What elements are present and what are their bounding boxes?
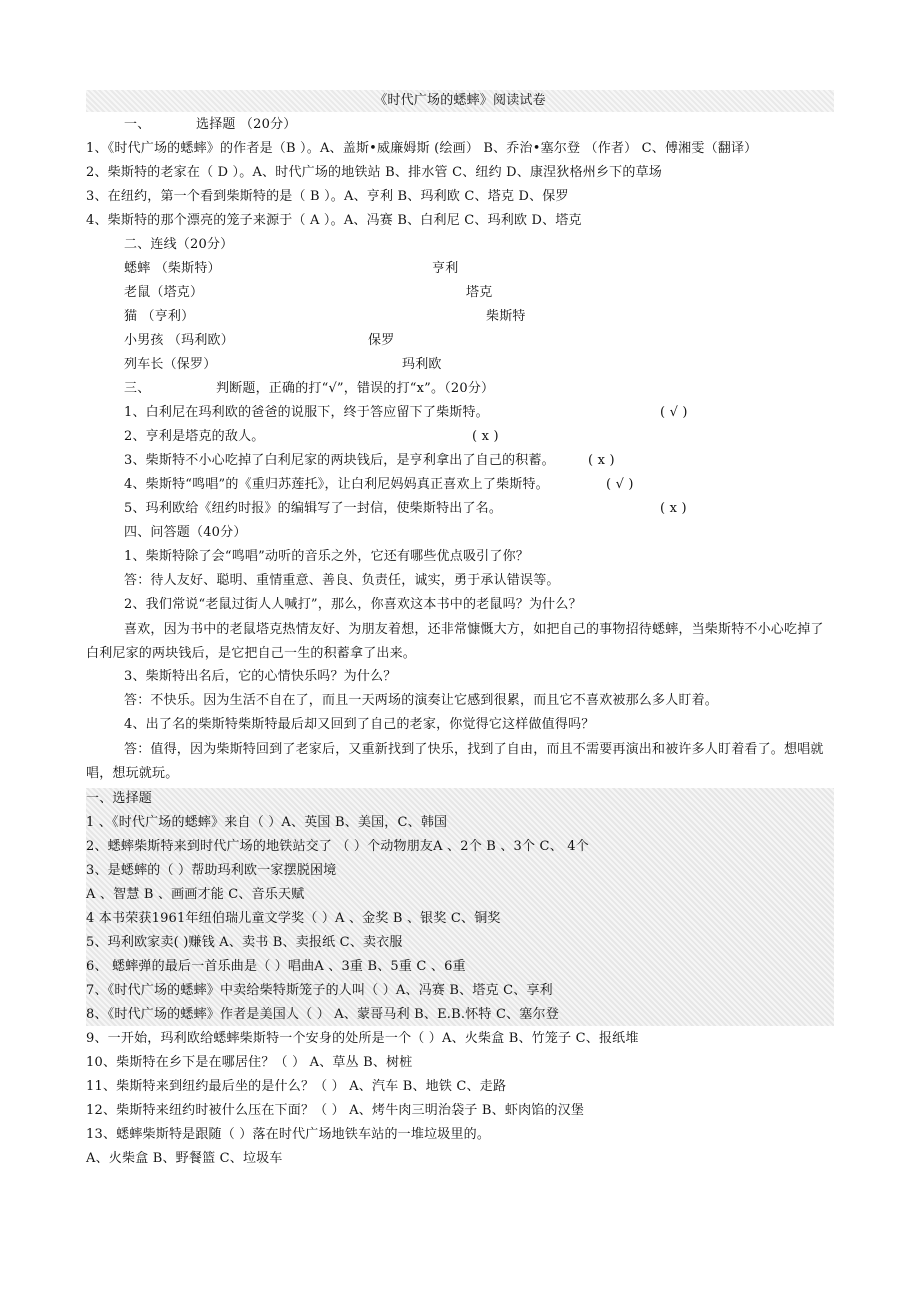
part1-question-2: 2、柴斯特的老家在（ D ）。A、时代广场的地铁站 B、排水管 C、纽约 D、康涅狄格州乡下的草场 — [86, 165, 662, 180]
part5-question-2: 2、蟋蟀柴斯特来到时代广场的地铁站交了 （ ）个动物朋友A 、2个 B 、3个 C、 4个 — [86, 839, 589, 854]
part5-question-7: 7、《时代广场的蟋蟀》中卖给柴特斯笼子的人叫（ ）A、冯赛 B、塔克 C、享利 — [86, 983, 553, 998]
match-right-2: 塔克 — [466, 285, 493, 300]
judge-item-5: 5、玛利欧给《纽约时报》的编辑写了一封信，使柴斯特出了名。 — [124, 501, 503, 516]
part5-question-6: 6、 蟋蟀弹的最后一首乐曲是（ ）唱曲A 、3重 B、5重 C 、6重 — [86, 959, 466, 974]
judge-mark-3: ( x ) — [588, 453, 615, 468]
judge-item-2: 2、亨利是塔克的敌人。 — [124, 429, 265, 444]
part5-question-12: 12、柴斯特来纽约时被什么压在下面？（ ） A、烤牛肉三明治袋子 B、虾肉馅的汉堡 — [86, 1103, 585, 1118]
match-right-1: 亨利 — [432, 261, 459, 276]
part5-question-10: 10、柴斯特在乡下是在哪居住？（ ） A、草丛 B、树桩 — [86, 1055, 413, 1070]
part5-question-13-options: A、火柴盒 B、野餐篮 C、垃圾车 — [86, 1151, 283, 1166]
judge-item-1: 1、白利尼在玛利欧的爸爸的说服下，终于答应留下了柴斯特。 — [124, 405, 489, 420]
match-left-1: 蟋蟀 （柴斯特） — [124, 261, 221, 276]
part2-heading: 二、连线（20分） — [124, 237, 234, 252]
part4-question-1: 1、柴斯特除了会“鸣唱”动听的音乐之外，它还有哪些优点吸引了你？ — [124, 549, 529, 564]
part5-question-9: 9、一开始，玛利欧给蟋蟀柴斯特一个安身的处所是一个（ ）A、火柴盒 B、竹笼子 C、报纸堆 — [86, 1031, 639, 1046]
part5-question-13: 13、蟋蟀柴斯特是跟随（ ）落在时代广场地铁车站的一堆垃圾里的。 — [86, 1127, 491, 1142]
part5-question-5: 5、玛利欧家卖( )赚钱 A、卖书 B、卖报纸 C、卖衣服 — [86, 935, 403, 950]
judge-item-4: 4、柴斯特“鸣唱”的《重归苏莲托》，让白利尼妈妈真正喜欢上了柴斯特。 — [124, 477, 549, 492]
part4-question-4: 4、出了名的柴斯特柴斯特最后却又回到了自己的老家，你觉得它这样做值得吗？ — [124, 717, 595, 732]
part4-question-2: 2、我们常说“老鼠过街人人喊打”，那么，你喜欢这本书中的老鼠吗？为什么？ — [124, 597, 582, 612]
part4-answer-4: 答：值得，因为柴斯特回到了老家后，又重新找到了快乐，找到了自由，而且不需要再演出和被许多人盯着看了。想唱就唱，想玩就玩。 — [86, 742, 824, 781]
match-left-3: 猫 （亨利） — [124, 309, 195, 324]
part4-answer-1: 答：待人友好、聪明、重情重意、善良、负责任，诚实，勇于承认错误等。 — [124, 573, 560, 588]
match-right-3: 柴斯特 — [486, 309, 526, 324]
document-title: 《时代广场的蟋蟀》阅读试卷 — [374, 93, 546, 108]
judge-mark-5: ( x ) — [660, 501, 687, 516]
judge-mark-4: ( √ ) — [606, 477, 634, 492]
part1-heading-number: 一、 — [124, 117, 151, 132]
match-left-4: 小男孩 （玛利欧） — [124, 333, 234, 348]
match-right-5: 玛利欧 — [402, 357, 442, 372]
match-right-4: 保罗 — [368, 333, 395, 348]
part1-question-4: 4、柴斯特的那个漂亮的笼子来源于（ A ）。A、冯赛 B、白利尼 C、玛利欧 D、塔克 — [86, 213, 582, 228]
part1-question-3: 3、在纽约，第一个看到柴斯特的是（ B ）。A、亨利 B、玛利欧 C、塔克 D、保罗 — [86, 189, 569, 204]
part5-heading: 一、选择题 — [86, 791, 153, 806]
part5-question-11: 11、柴斯特来到纽约最后坐的是什么？（ ） A、汽车 B、地铁 C、走路 — [86, 1079, 507, 1094]
judge-item-3: 3、柴斯特不小心吃掉了白利尼家的两块钱后，是亨利拿出了自己的积蓄。 — [124, 453, 555, 468]
part5-question-4: 4 本书荣获1961年纽伯瑞儿童文学奖（ ）A 、金奖 B 、银奖 C、铜奖 — [86, 911, 501, 926]
part5-question-1: 1 、《时代广场的蟋蟀》来自（ ）A、英国 B、美国，C、韩国 — [86, 815, 448, 830]
match-left-5: 列车长（保罗） — [124, 357, 217, 372]
judge-mark-1: ( √ ) — [660, 405, 688, 420]
part4-answer-2: 喜欢，因为书中的老鼠塔克热情友好、为朋友着想，还非常慷慨大方，如把自己的事物招待蟋蟀，当柴斯特不小心吃掉了白利尼家的两块钱后，是它把自己一生的积蓄拿了出来。 — [86, 622, 824, 661]
part3-heading-number: 三、 — [124, 381, 151, 396]
part1-heading: 选择题 （20分） — [196, 117, 297, 132]
judge-mark-2: ( x ) — [472, 429, 499, 444]
part1-question-1: 1、《时代广场的蟋蟀》的作者是（B ）。A、盖斯•威廉姆斯 (绘画） B、乔治•塞尔登 （作者） C、傅湘雯（翻译） — [86, 141, 758, 156]
part5-question-3: 3、是蟋蟀的（ ）帮助玛利欧一家摆脱困境 — [86, 863, 337, 878]
part4-question-3: 3、柴斯特出名后，它的心情快乐吗？为什么？ — [124, 669, 397, 684]
match-left-2: 老鼠（塔克） — [124, 285, 204, 300]
part3-heading: 判断题，正确的打“√”，错误的打“x”。（20分） — [216, 381, 495, 396]
part4-answer-3: 答：不快乐。因为生活不自在了，而且一天两场的演奏让它感到很累，而且它不喜欢被那么多人盯着。 — [124, 693, 719, 708]
part4-heading: 四、问答题（40分） — [124, 525, 247, 540]
part5-question-8: 8、《时代广场的蟋蟀》作者是美国人（ ） A、蒙哥马利 B、E.B.怀特 C、塞尔登 — [86, 1007, 559, 1022]
part5-question-3-options: A 、智慧 B 、画画才能 C、音乐天赋 — [86, 887, 305, 902]
